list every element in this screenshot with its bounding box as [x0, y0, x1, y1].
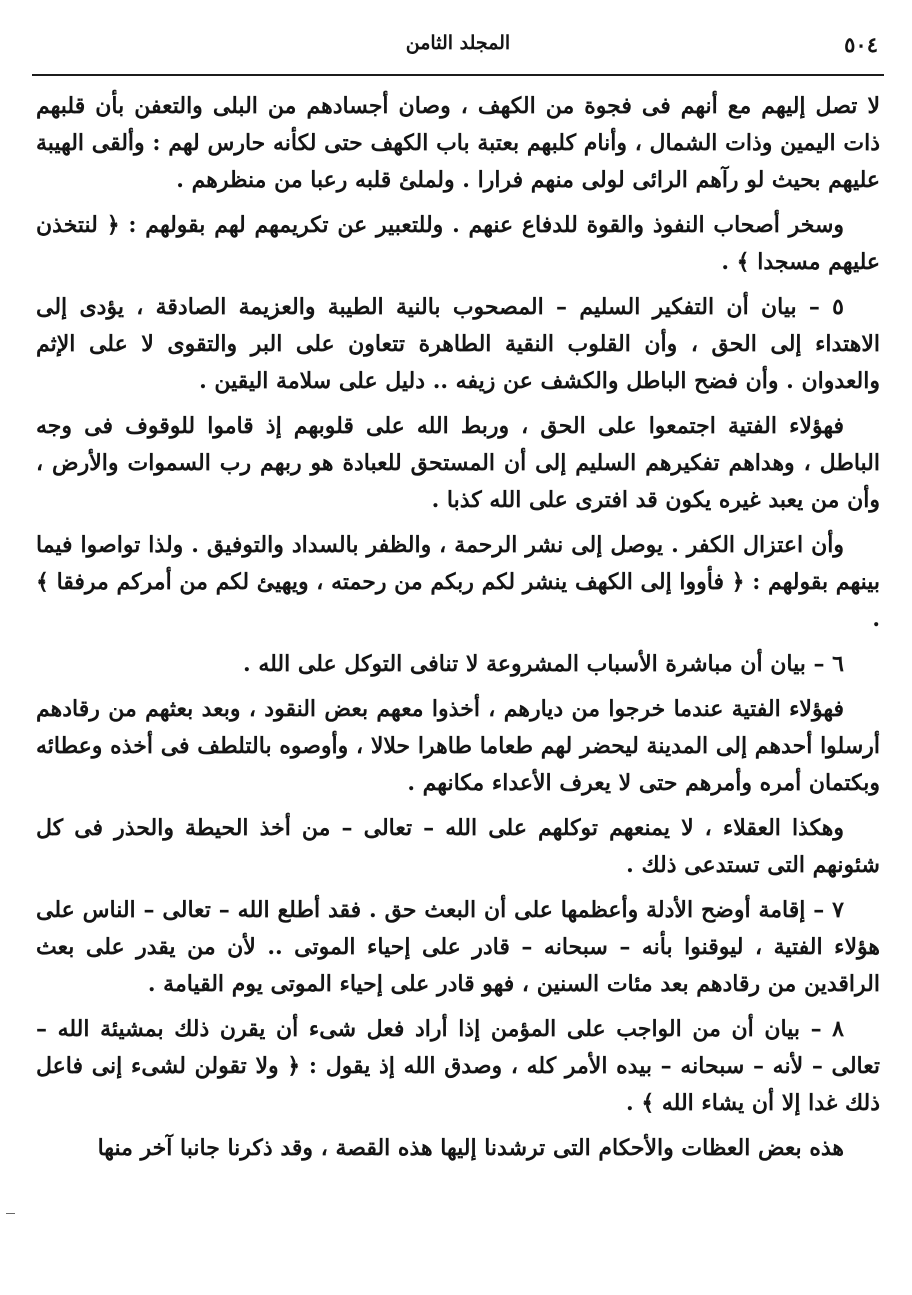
- paragraph-closing: هذه بعض العظات والأحكام التى ترشدنا إليها هذه القصة ، وقد ذكرنا جانبا آخر منها: [97, 1135, 844, 1161]
- page-body: [36, 88, 880, 1175]
- book-page: [32, 30, 884, 1270]
- running-title: المجلد الثامن: [405, 32, 511, 54]
- paragraph-point-7: ٧ – إقامة أوضح الأدلة وأعظمها على أن البعث حق . فقد أطلع الله – تعالى – الناس على هؤلاء الفتية ، ليوقنوا بأنه – سبحانه – قادر على إحياء الموتى .. لأن من يقدر على بعث الراقدين من رقادهم بعد مئات السنين ، فهو قادر على إحياء الموتى يوم القيامة .: [36, 897, 880, 997]
- paragraph-continuation: لا تصل إليهم مع أنهم فى فجوة من الكهف ، وصان أجسادهم من البلى والتعفن بأن قلبهم ذات اليمين وذات الشمال ، وأنام كلبهم بعتبة باب الكهف حتى لكأنه حارس لهم : وألقى الهيبة عليهم بحيث لو رآهم الرائى لولى منهم فرارا . ولملئ قلبه رعبا من منظرهم .: [36, 93, 880, 193]
- paragraph: وأن اعتزال الكفر . يوصل إلى نشر الرحمة ، والظفر بالسداد والتوفيق . ولذا تواصوا فيما بينهم بقولهم : ﴿ فأووا إلى الكهف ينشر لكم ربكم من رحمته ، ويهيئ لكم من أمركم مرفقا ﴾ .: [36, 532, 880, 632]
- paragraph: وسخر أصحاب النفوذ والقوة للدفاع عنهم . وللتعبير عن تكريمهم لهم بقولهم : ﴿ لنتخذن عليهم مسجدا ﴾ .: [36, 212, 880, 275]
- paragraph: فهؤلاء الفتية عندما خرجوا من ديارهم ، أخذوا معهم بعض النقود ، وبعد بعثهم من رقادهم أرسلوا أحدهم إلى المدينة ليحضر لهم طعاما طاهرا حلالا ، وأوصوه بالتلطف فى أخذه وعطائه وبكتمان أمره وأمرهم حتى لا يعرف الأعداء مكانهم .: [36, 696, 880, 796]
- paragraph: وهكذا العقلاء ، لا يمنعهم توكلهم على الله – تعالى – من أخذ الحيطة والحذر فى كل شئونهم التى تستدعى ذلك .: [36, 815, 880, 878]
- paragraph-point-8: ٨ – بيان أن من الواجب على المؤمن إذا أراد فعل شىء أن يقرن ذلك بمشيئة الله – تعالى – لأنه – سبحانه – بيده الأمر كله ، وصدق الله إذ يقول : ﴿ ولا تقولن لشىء إنى فاعل ذلك غدا إلا أن يشاء الله ﴾ .: [36, 1016, 880, 1116]
- paragraph-point-6: ٦ – بيان أن مباشرة الأسباب المشروعة لا تنافى التوكل على الله .: [243, 651, 844, 677]
- paragraph-point-5: ٥ – بيان أن التفكير السليم – المصحوب بالنية الطيبة والعزيمة الصادقة ، يؤدى إلى الاهتداء إلى الحق ، وأن القلوب النقية الطاهرة تتعاون على البر والتقوى لا على الإثم والعدوان . وأن فضح الباطل والكشف عن زيفه .. دليل على سلامة اليقين .: [36, 294, 880, 394]
- header-rule: [32, 74, 884, 76]
- page-number: ٥٠٤: [844, 32, 878, 57]
- paragraph: فهؤلاء الفتية اجتمعوا على الحق ، وربط الله على قلوبهم إذ قاموا للوقوف فى وجه الباطل ، وهداهم تفكيرهم السليم إلى أن المستحق للعبادة هو ربهم رب السموات والأرض ، وأن من يعبد غيره يكون قد افترى على الله كذبا .: [36, 413, 880, 513]
- margin-mark: [6, 1213, 15, 1214]
- page-header: [32, 30, 884, 64]
